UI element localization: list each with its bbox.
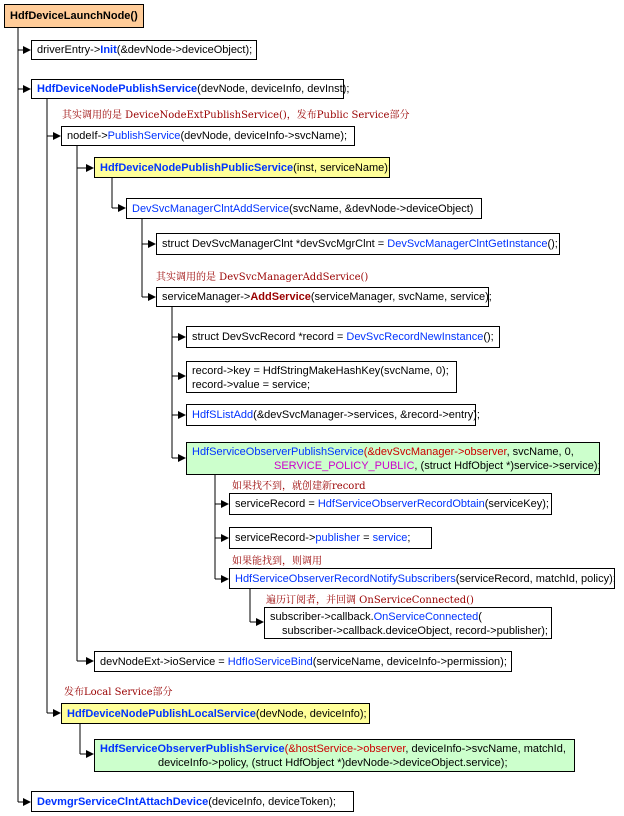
publish-service-node: HdfDeviceNodePublishService(devNode, deviceInfo, devInst); xyxy=(31,79,344,99)
mgr-clnt-add-service-node: DevSvcManagerClntAddService(svcName, &devNode->deviceObject) xyxy=(126,198,482,219)
observer-publish-service-node-2: HdfServiceObserverPublishService(&hostService->observer, deviceInfo->svcName, matchId, deviceInfo->policy, (struct HdfObject *)devNode->deviceObject.service); xyxy=(94,739,575,772)
attach-device-node: DevmgrServiceClntAttachDevice(deviceInfo, deviceToken); xyxy=(31,791,354,812)
service-policy-public-constant: SERVICE_POLICY_PUBLIC xyxy=(274,460,415,472)
note-mgr-add-service: 其实调用的是 DevSvcManagerAddService() xyxy=(156,272,369,283)
publish-local-service-node: HdfDeviceNodePublishLocalService(devNode, deviceInfo); xyxy=(61,703,370,724)
publish-service-function-name: HdfDeviceNodePublishService xyxy=(37,83,198,95)
get-instance-node: struct DevSvcManagerClnt *devSvcMgrClnt = DevSvcManagerClntGetInstance(); xyxy=(156,233,560,255)
note-local-service: 发布Local Service部分 xyxy=(64,687,173,698)
slist-add-function-name: HdfSListAdd xyxy=(192,409,254,421)
driver-entry-node: driverEntry->Init(&devNode->deviceObject); xyxy=(31,40,257,60)
root-function-node xyxy=(4,4,144,28)
note-ext-publish: 其实调用的是 DeviceNodeExtPublishService()，发布Public Service部分 xyxy=(62,110,410,121)
observer-publish-function-name: HdfServiceObserverPublishService xyxy=(192,446,364,458)
publish-public-function-name: HdfDeviceNodePublishPublicService xyxy=(100,162,294,174)
note-found: 如果能找到，则调用 xyxy=(232,556,322,567)
init-function-name: Init xyxy=(100,44,117,56)
note-traverse-subscribers: 遍历订阅者，并回调 OnServiceConnected() xyxy=(266,595,474,606)
record-key-node: record->key = HdfStringMakeHashKey(svcName, 0); record->value = service; xyxy=(186,361,457,393)
publish-local-function-name: HdfDeviceNodePublishLocalService xyxy=(67,708,256,720)
mgr-clnt-add-service-function-name: DevSvcManagerClntAddService xyxy=(132,203,290,215)
observer-publish-service-node-1: HdfServiceObserverPublishService(&devSvcManager->observer, svcName, 0, SERVICE_POLICY_PUBLIC, (struct HdfObject *)service->service); xyxy=(186,442,600,475)
get-instance-function-name: DevSvcManagerClntGetInstance xyxy=(387,238,548,250)
notify-subscribers-function-name: HdfServiceObserverRecordNotifySubscribers xyxy=(235,573,456,585)
root-function-name: HdfDeviceLaunchNode() xyxy=(10,10,138,22)
add-service-node: serviceManager->AddService(serviceManager, svcName, service); xyxy=(156,287,489,307)
add-service-function-name: AddService xyxy=(250,291,311,303)
io-service-bind-function-name: HdfIoServiceBind xyxy=(227,656,313,668)
on-service-connected-node: subscriber->callback.OnServiceConnected( subscriber->callback.deviceObject, record->publisher); xyxy=(264,607,552,639)
publish-service-method-name: PublishService xyxy=(107,130,181,142)
observer-publish-local-function-name: HdfServiceObserverPublishService xyxy=(100,743,285,755)
attach-device-function-name: DevmgrServiceClntAttachDevice xyxy=(37,796,209,808)
notify-subscribers-node: HdfServiceObserverRecordNotifySubscribers(serviceRecord, matchId, policy); xyxy=(229,568,615,589)
publish-public-service-node: HdfDeviceNodePublishPublicService(inst, serviceName); xyxy=(94,157,390,178)
publisher-assign-node: serviceRecord->publisher = service; xyxy=(229,527,432,549)
nodeif-publish-node: nodeIf->PublishService(devNode, deviceInfo->svcName); xyxy=(61,126,355,146)
io-service-bind-node: devNodeExt->ioService = HdfIoServiceBind(serviceName, deviceInfo->permission); xyxy=(94,651,512,672)
new-record-node: struct DevSvcRecord *record = DevSvcRecordNewInstance(); xyxy=(186,326,500,348)
record-obtain-node: serviceRecord = HdfServiceObserverRecordObtain(serviceKey); xyxy=(229,493,552,515)
on-service-connected-function-name: OnServiceConnected xyxy=(373,611,479,623)
note-not-found: 如果找不到，就创建新record xyxy=(232,481,366,492)
slist-add-node: HdfSListAdd(&devSvcManager->services, &record->entry); xyxy=(186,404,476,426)
record-new-instance-function-name: DevSvcRecordNewInstance xyxy=(346,331,484,343)
record-obtain-function-name: HdfServiceObserverRecordObtain xyxy=(317,498,485,510)
